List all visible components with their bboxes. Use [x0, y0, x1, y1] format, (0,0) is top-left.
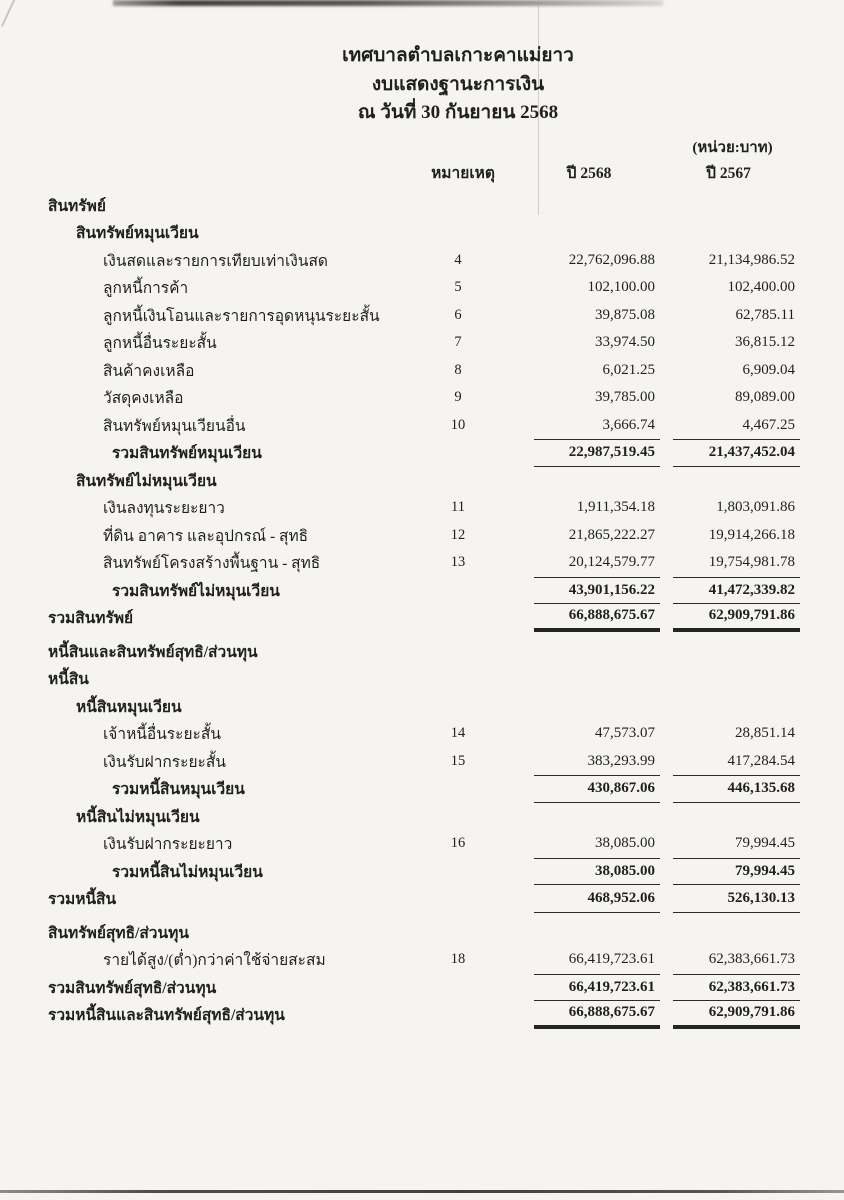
row-label: สินทรัพย์โครงสร้างพื้นฐาน - สุทธิ [103, 555, 321, 573]
row-note: 4 [454, 251, 462, 268]
row-label: สินทรัพย์สุทธิ/ส่วนทุน [48, 924, 189, 942]
spacer [660, 775, 673, 803]
row-label: ลูกหนี้อื่นระยะสั้น [103, 335, 217, 353]
value-year-2568 [534, 467, 660, 495]
value-year-2567: 6,909.04 [742, 361, 795, 378]
spacer [660, 858, 673, 886]
value-year-2567 [673, 219, 800, 247]
row-note: 15 [450, 752, 466, 769]
spacer [493, 160, 534, 186]
spacer [660, 638, 673, 666]
value-year-2568: 383,293.99 [587, 752, 655, 769]
value-year-2567 [673, 638, 800, 666]
value-year-2567: 79,994.45 [673, 858, 800, 886]
row-note [423, 604, 493, 632]
row-label: เงินรับฝากระยะสั้น [103, 753, 226, 771]
value-year-2568: 66,419,723.61 [534, 974, 660, 1002]
value-year-2568: 43,901,156.22 [534, 577, 660, 605]
spacer [660, 192, 673, 220]
value-year-2567 [673, 919, 800, 947]
value-year-2568: 20,124,579.77 [568, 554, 655, 571]
row-label: รวมหนี้สินและสินทรัพย์สุทธิ/ส่วนทุน [48, 1007, 285, 1025]
table-row [48, 357, 800, 385]
spacer [660, 1001, 673, 1029]
spacer [660, 830, 673, 858]
value-year-2568: 1,911,354.18 [576, 499, 655, 516]
spacer [660, 665, 673, 693]
spacer [493, 522, 534, 550]
row-label: วัสดุคงเหลือ [103, 390, 184, 408]
column-header-year-2568: ปี 2568 [566, 165, 612, 182]
value-year-2567: 21,134,986.52 [708, 251, 795, 268]
value-year-2568: 102,100.00 [587, 279, 655, 296]
spacer [660, 302, 673, 330]
row-note: 8 [454, 361, 462, 378]
spacer [660, 803, 673, 831]
spacer [660, 439, 673, 467]
spacer [493, 494, 534, 522]
value-year-2567 [673, 467, 800, 495]
spacer [493, 192, 534, 220]
unit-row [48, 136, 800, 158]
spacer [493, 885, 534, 913]
value-year-2567: 62,785.11 [735, 306, 795, 323]
column-headers [48, 160, 800, 186]
row-note [423, 1001, 493, 1029]
table-row [48, 946, 800, 974]
value-year-2567: 28,851.14 [735, 725, 795, 742]
value-year-2567: 19,754,981.78 [708, 554, 795, 571]
spacer [493, 549, 534, 577]
row-note: 5 [454, 279, 462, 296]
row-label: รายได้สูง/(ต่ำ)กว่าค่าใช้จ่ายสะสม [103, 952, 326, 970]
value-year-2568: 3,666.74 [602, 416, 655, 433]
value-year-2568 [534, 803, 660, 831]
row-label: รวมหนี้สิน [48, 891, 117, 909]
value-year-2568: 430,867.06 [534, 775, 660, 803]
spacer [660, 384, 673, 412]
row-label: หนี้สินและสินทรัพย์สุทธิ/ส่วนทุน [48, 643, 258, 661]
spacer [493, 384, 534, 412]
table-row [48, 803, 800, 831]
document-header [82, 42, 834, 128]
value-year-2568: 39,785.00 [595, 389, 655, 406]
spacer [660, 136, 673, 158]
row-label: รวมหนี้สินหมุนเวียน [112, 781, 245, 799]
spacer [493, 136, 534, 158]
spacer [660, 720, 673, 748]
table-row [48, 412, 800, 440]
row-note: 16 [450, 835, 466, 852]
table-row [48, 219, 800, 247]
row-label: หนี้สินไม่หมุนเวียน [76, 808, 200, 826]
as-of-date: ณ วันที่ 30 กันยายน 2568 [357, 102, 559, 123]
spacer [660, 919, 673, 947]
row-label: สินทรัพย์ไม่หมุนเวียน [76, 472, 217, 490]
value-year-2568: 39,875.08 [595, 306, 655, 323]
value-year-2567: 62,909,791.86 [673, 1001, 800, 1029]
value-year-2568: 22,762,096.88 [568, 251, 655, 268]
spacer [660, 160, 673, 186]
spacer [660, 467, 673, 495]
value-year-2567: 36,815.12 [735, 334, 795, 351]
value-year-2567 [673, 693, 800, 721]
value-year-2567 [673, 665, 800, 693]
row-note [423, 858, 493, 886]
row-note [423, 919, 493, 947]
statement-title: งบแสดงฐานะการเงิน [371, 73, 545, 95]
row-note [423, 577, 493, 605]
table-row [48, 665, 800, 693]
table-row [48, 192, 800, 220]
value-year-2567: 79,994.45 [735, 835, 795, 852]
row-label: เงินรับฝากระยะยาว [103, 836, 233, 854]
table-row [48, 494, 800, 522]
row-note [423, 775, 493, 803]
value-year-2567: 19,914,266.18 [708, 526, 795, 543]
row-note: 11 [451, 499, 465, 516]
spacer [48, 160, 423, 186]
spacer [493, 274, 534, 302]
row-note [423, 665, 493, 693]
unit-label: (หน่วย:บาท) [692, 139, 773, 156]
value-year-2567: 62,383,661.73 [673, 974, 800, 1002]
value-year-2567: 526,130.13 [673, 885, 800, 913]
row-note: 13 [450, 554, 466, 571]
spacer [493, 329, 534, 357]
value-year-2568 [534, 192, 660, 220]
spacer [660, 974, 673, 1002]
table-row [48, 549, 800, 577]
value-year-2567 [673, 192, 800, 220]
value-year-2568: 468,952.06 [534, 885, 660, 913]
row-note [423, 693, 493, 721]
org-name: เทศบาลตำบลเกาะคาแม่ยาว [342, 45, 574, 66]
table-row [48, 775, 800, 803]
row-label: หนี้สิน [48, 671, 89, 689]
table-row [48, 1001, 800, 1029]
row-note: 14 [450, 725, 466, 742]
table-row [48, 274, 800, 302]
row-label: เงินสดและรายการเทียบเท่าเงินสด [103, 252, 328, 270]
value-year-2568: 66,419,723.61 [568, 951, 655, 968]
row-label: ลูกหนี้เงินโอนและรายการอุดหนุนระยะสั้น [103, 307, 380, 325]
column-header-year-2567: ปี 2567 [706, 165, 751, 182]
row-note: 7 [454, 334, 462, 351]
row-note [423, 974, 493, 1002]
row-note [423, 192, 493, 220]
spacer [493, 693, 534, 721]
value-year-2568: 6,021.25 [602, 361, 655, 378]
spacer [493, 577, 534, 605]
value-year-2567: 62,383,661.73 [708, 951, 795, 968]
spacer [493, 803, 534, 831]
value-year-2568: 66,888,675.67 [534, 604, 660, 632]
spacer [660, 549, 673, 577]
spacer [660, 247, 673, 275]
table-row [48, 720, 800, 748]
row-label: รวมสินทรัพย์ไม่หมุนเวียน [112, 582, 280, 600]
spacer [660, 946, 673, 974]
spacer [493, 665, 534, 693]
spacer [493, 219, 534, 247]
table-row [48, 302, 800, 330]
value-year-2568: 38,085.00 [595, 835, 655, 852]
spacer [493, 302, 534, 330]
spacer [493, 748, 534, 776]
table-row [48, 604, 800, 632]
row-label: ที่ดิน อาคาร และอุปกรณ์ - สุทธิ [103, 527, 309, 545]
row-label: รวมหนี้สินไม่หมุนเวียน [112, 863, 263, 881]
value-year-2567 [673, 803, 800, 831]
table-row [48, 830, 800, 858]
spacer [660, 577, 673, 605]
row-note: 18 [450, 951, 466, 968]
spacer [660, 494, 673, 522]
spacer [493, 974, 534, 1002]
value-year-2568: 66,888,675.67 [534, 1001, 660, 1029]
value-year-2568: 33,974.50 [595, 334, 655, 351]
spacer [493, 720, 534, 748]
row-label: หนี้สินหมุนเวียน [76, 698, 182, 716]
spacer [48, 136, 423, 158]
column-header-note: หมายเหตุ [431, 165, 495, 182]
table-row [48, 748, 800, 776]
value-year-2568: 22,987,519.45 [534, 439, 660, 467]
row-note [423, 638, 493, 666]
row-note: 10 [450, 416, 466, 433]
value-year-2567: 417,284.54 [727, 752, 795, 769]
spacer [423, 136, 493, 158]
spacer [493, 1001, 534, 1029]
row-label: รวมสินทรัพย์หมุนเวียน [112, 445, 262, 463]
spacer [534, 136, 660, 158]
spacer [493, 830, 534, 858]
value-year-2568: 47,573.07 [595, 725, 655, 742]
spacer [660, 693, 673, 721]
spacer [493, 439, 534, 467]
table-row [48, 577, 800, 605]
scan-artifact-bottom-line [0, 1190, 844, 1193]
row-label: สินทรัพย์หมุนเวียน [76, 225, 199, 243]
value-year-2567: 62,909,791.86 [673, 604, 800, 632]
spacer [493, 412, 534, 440]
row-label: ลูกหนี้การค้า [103, 280, 189, 298]
spacer [493, 467, 534, 495]
value-year-2567: 102,400.00 [727, 279, 795, 296]
table-row [48, 885, 800, 913]
row-note [423, 467, 493, 495]
table-row [48, 638, 800, 666]
value-year-2567: 446,135.68 [673, 775, 800, 803]
row-note: 6 [454, 306, 462, 323]
spacer [493, 357, 534, 385]
row-note [423, 219, 493, 247]
value-year-2568 [534, 919, 660, 947]
row-note: 9 [454, 389, 462, 406]
value-year-2568 [534, 665, 660, 693]
table-row [48, 439, 800, 467]
value-year-2568 [534, 219, 660, 247]
spacer [493, 775, 534, 803]
table-row [48, 247, 800, 275]
spacer [493, 858, 534, 886]
table-row [48, 384, 800, 412]
spacer [660, 885, 673, 913]
value-year-2567: 41,472,339.82 [673, 577, 800, 605]
table-row [48, 467, 800, 495]
spacer [493, 946, 534, 974]
spacer [660, 357, 673, 385]
table-row [48, 522, 800, 550]
spacer [493, 247, 534, 275]
spacer [660, 748, 673, 776]
row-note [423, 439, 493, 467]
spacer [660, 274, 673, 302]
table-row [48, 974, 800, 1002]
value-year-2567: 1,803,091.86 [716, 499, 795, 516]
spacer [493, 638, 534, 666]
row-note [423, 803, 493, 831]
row-label: สินทรัพย์ [48, 197, 106, 215]
statement-table [48, 192, 800, 1029]
row-label: เงินลงทุนระยะยาว [103, 500, 225, 518]
spacer [660, 412, 673, 440]
value-year-2568: 21,865,222.27 [568, 526, 655, 543]
table-row [48, 329, 800, 357]
spacer [493, 604, 534, 632]
spacer [660, 219, 673, 247]
row-label: สินค้าคงเหลือ [103, 362, 195, 380]
value-year-2568 [534, 638, 660, 666]
row-label: เจ้าหนี้อื่นระยะสั้น [103, 726, 221, 744]
row-label: สินทรัพย์หมุนเวียนอื่น [103, 417, 246, 435]
value-year-2568 [534, 693, 660, 721]
row-label: รวมสินทรัพย์สุทธิ/ส่วนทุน [48, 979, 217, 997]
row-label: รวมสินทรัพย์ [48, 610, 134, 628]
spacer [493, 919, 534, 947]
table-row [48, 693, 800, 721]
table-row [48, 858, 800, 886]
spacer [660, 604, 673, 632]
value-year-2567: 89,089.00 [735, 389, 795, 406]
value-year-2567: 4,467.25 [742, 416, 795, 433]
table-row [48, 919, 800, 947]
value-year-2567: 21,437,452.04 [673, 439, 800, 467]
value-year-2568: 38,085.00 [534, 858, 660, 886]
spacer [660, 329, 673, 357]
row-note: 12 [450, 526, 466, 543]
spacer [660, 522, 673, 550]
row-note [423, 885, 493, 913]
